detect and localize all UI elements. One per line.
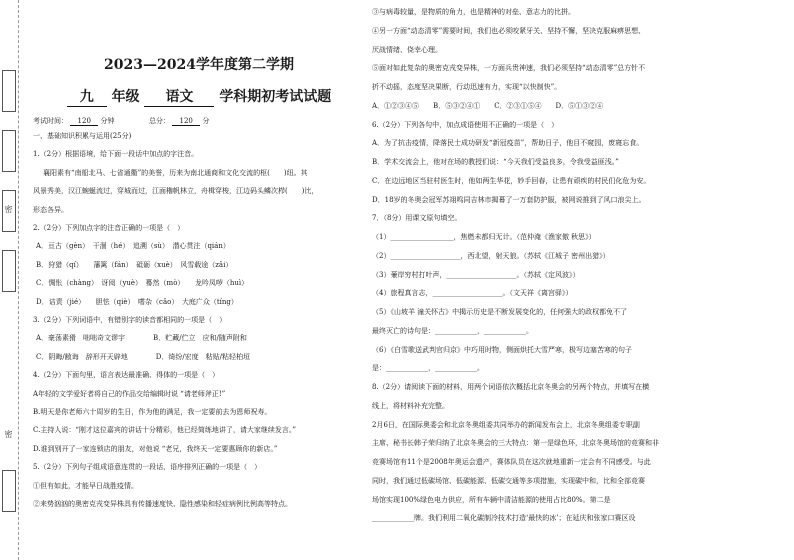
text-line: A．豪荡素猾 咄咄奇文谬宇 B．贮藏/伫立 应和/随声附和 [36,334,247,343]
text-line: 竞赛场馆有11个是2008年奥运会遗产，赛体队员在这次就地重新一定会有不同感受。与此 [372,458,651,466]
text-line: 是：____________，____________。 [372,364,484,373]
exam-meta [33,116,209,126]
text-line: （4）旅程真言志，____________________。（文天祥《离宫驿》） [372,289,573,298]
text-line: 3.（2分）下列词语中，有错别字的读音都相同的一项是（ ） [33,316,227,324]
exam-title [30,86,368,107]
time-label: 考试时间： [33,117,68,125]
text-line: 2.（2分）下列加点字的注音正确的一项是（ ） [33,224,185,232]
text-line: D．18岁的冬奥会冠军苏翊鸣同吉林市揭幕了一万套防护服，被网说推到了风口浪尖上。 [372,195,646,204]
binding-box [2,70,16,112]
text-line: 厌战情绪、侥幸心理。 [372,45,442,54]
binding-strip [0,0,19,560]
text-line: D.谁到别开了一家连锁店的朋友，对他说 “老兄，我终天一定要惠顾你的新店。” [33,444,278,453]
text-line: B．狩猎（qí） 藩篱（fán） 砥砺（xuè） 风雪载途（zǎi） [36,260,233,269]
text-line: A年轻的文学爱好者将自己的作品交给编辑时说 “请老师斧正!” [33,389,226,398]
score-unit: 分 [202,117,210,125]
text-line: （6）《白雪歌送武判官归京》中巧用时物，侧面烘托大雪严寒，极写边塞苦寒的句子 [372,345,632,354]
text-line: 场馆实现100%绿色电力供应，所有车辆中清洁能源的使用占比80%。第二是 [372,495,611,504]
text-line: ③与病毒较量，是物质的角力，也是精神的对垒、意志力的比拼。 [372,8,575,16]
text-line: C.主持人说：“刚才这位嘉宾的讲话十分精彩，他已经简练地讲了，请大家继续发言。” [33,426,296,435]
text-line: 6.（2分）下列各句中，加点成语使用不正确的一项是（ ） [372,120,559,129]
text-line: ④另一方面“动态清零”需要时间，我们也必须咬紧牙关、坚持不懈，坚决克服麻痹思想、 [372,26,646,35]
text-line: C．在边远地区当驻村医生时，他如两生华花，妙手回春，让患有顽疾的村民们化危为安。 [372,176,651,185]
text-line: 4.（2分）下面句里，语言表达最准确、得体的一项是（ ） [33,371,220,380]
binding-box [2,130,16,172]
text-line: D．诘责（jié） 胆怯（qiè） 嗜杂（cǎo） 大庭广众（tíng） [36,297,238,306]
grade-word: 年级 [111,89,140,105]
text-line: 最终灭亡的诗句是：____________，____________。 [372,326,533,335]
text-line: ⑤面对如此复杂的奥密克戎变异株，一方面兵贵神速，我们必须坚持“动态清零”总方针不 [372,64,646,73]
text-line: C．阴晦/敝诲 辞形开天辟地 D．绮纷/宏度 粘贴/粘轻柏垣 [36,352,251,361]
exam-name: 学科期初考试试题 [219,89,332,105]
text-line: B．学术交流会上，他对在场的教授们说：“今天我们受益良多，令我受益匪浅。” [372,158,619,166]
text-line: 8.（2分）请阅读下面的材料，用两个词语依次概括北京冬奥会的另两个特点，并填写在横 [372,383,650,391]
text-line: 7．（8分）用课文原句填空。 [372,214,462,223]
text-line: 主席、秘书长韩子荣归纳了北京冬奥会的三大特点：第一是绿色环，北京冬奥场馆的竞赛和非 [372,439,659,448]
text-line: 同时，我们通过低碳场馆、低碳能源、低碳交通等多项措施，实现碳中和，比和全部竞赛 [372,476,645,485]
binding-seal-mark: 密 [4,430,13,438]
time-value: 120 [70,117,98,126]
text-line: A．①②③④⑤ B．⑤③②④① C．②③①⑤④ D．⑤①③②④ [372,101,604,110]
binding-seal-mark: 密 [4,205,13,213]
text-line: ①但有如此，才能早日战胜疫情。 [33,481,138,490]
text-line: 一、基础知识积累与运用(25分) [33,132,132,140]
text-line: 1.（2分）根据语境，给下面一段话中加点的字注音。 [33,150,199,159]
binding-box [2,470,16,512]
text-line: 折不动摇，态度坚决果断，行动迅速有力，实现“以快制快”。 [372,83,562,91]
text-line: 2月6日，在国际奥委会和北京冬奥组委共同举办的新闻发布会上，北京冬奥组委专职副 [372,420,640,429]
text-line: （5）《山坡羊 潼关怀古》中揭示历史是不断发展变化的，任何强大的政权都免不了 [372,308,628,316]
text-line: （1）__________________，焦燃未都归无计。（范仲淹《渔家傲 秋思》） [372,233,596,241]
binding-box [2,250,16,292]
text-line: ②来势汹汹的奥密克戎变异株具有传播速度快、隐性感染和轻症病例比例高等特点。 [33,500,292,508]
text-line: ____________牌。我们利用二氧化碳制冷技术打造‘最快的冰’；在延庆和张家口赛区设 [372,514,636,523]
text-line: （3）蒹岸穷村打叶声，____________________。（苏轼《定风波》） [372,270,580,279]
subject-value: 语文 [144,86,214,107]
text-line: 襄阳素有“南船北马、七省通衢”的美誉，历来为南北通商和文化交流的枢( )纽。其 [43,168,308,177]
text-line: B.明天是你老师六十周岁的生日，作为他的满足，我一定要前去为恩师祝寿。 [33,408,272,416]
score-label: 总分： [148,117,170,125]
text-line: （2）____________________，西北望，射天狼。（苏轼《江城子 密州出猎》） [372,251,610,260]
grade-value: 九 [67,86,107,107]
time-unit: 分钟 [100,117,115,125]
text-line: A．为了抗击疫情，降落民士成功研发“新冠疫苗”，帮助日子，他目不窥园，废寝忘食。 [372,139,644,148]
text-line: 风景秀美，汉江蜿蜒流过，穿城而过，江面櫓帆林立，舟楫穿梭，江边码头鳞次栉( )比， [33,187,319,196]
exam-term-title: 2023—2024学年度第二学期 [104,57,294,73]
score-value: 120 [172,117,200,126]
text-line: C．惆怅（chàng） 讶阅（yuè） 蓦然（mò） 龙吟凤哕（huì） [36,279,249,288]
text-line: 5.（2分）下列句子组成语意连贯的一段话，语序排列正确的一项是（ ） [33,463,262,472]
text-line: A．亘古（gèn） 干涸（hé） 追溯（sù） 潜心贯注（qián） [36,242,230,251]
text-line: 形态各异。 [33,205,68,214]
text-line: 线上，将材料补充完整。 [372,401,449,410]
